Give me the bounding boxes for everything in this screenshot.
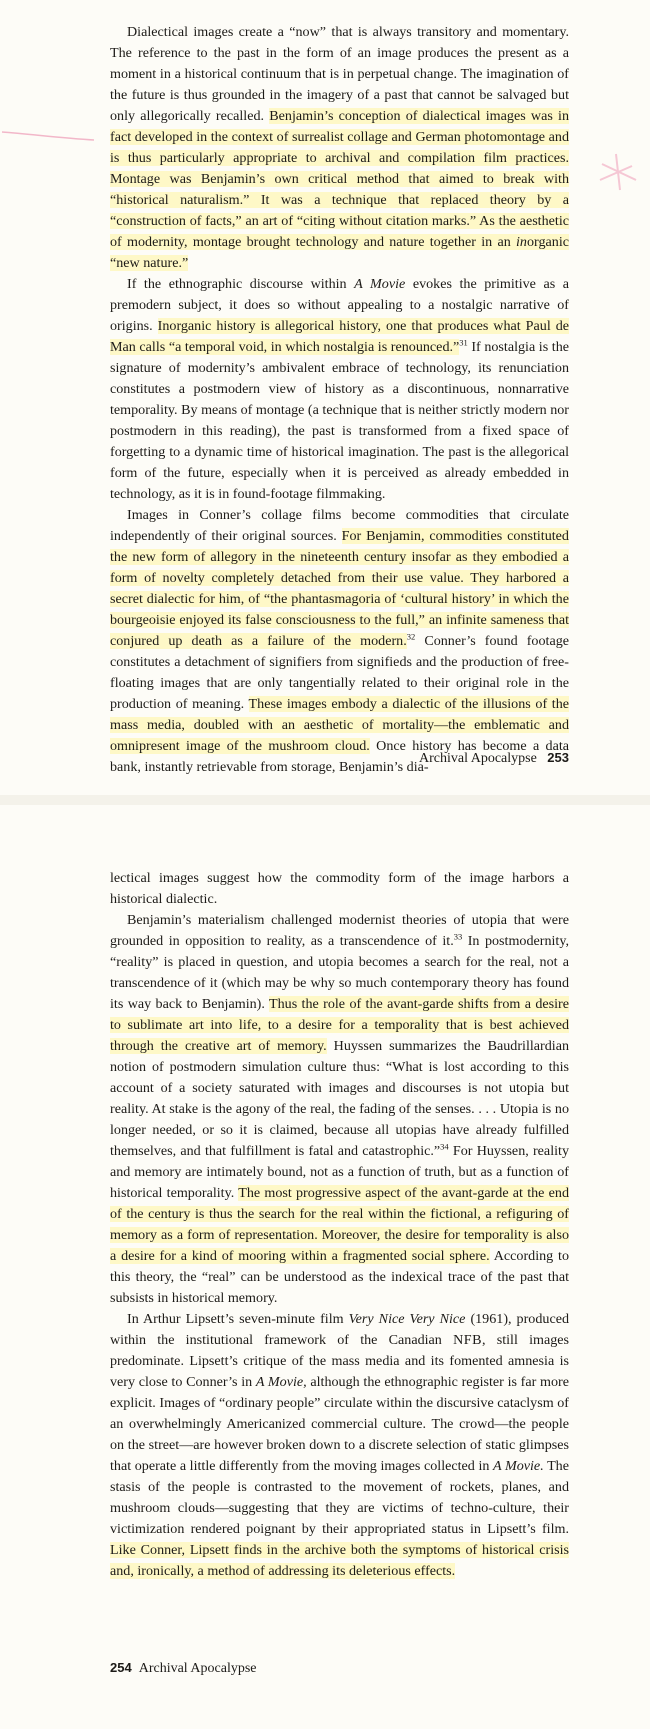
footnote-ref: 32 [406,631,416,642]
running-footer [110,1660,257,1677]
paragraph: lectical images suggest how the commodity form of the image harbors a historical dialectic. [110,870,569,907]
footnote-ref: 31 [459,337,468,348]
page-number: 253 [547,750,569,765]
star-doodle-annotation [592,150,640,198]
footnote-ref: 34 [440,1141,449,1152]
paragraph: Images in Conner’s collage films become commodities that circulate independently of their original sources. For Benjamin, commodities constituted the new form of allegory in the nineteenth century insofar as they embodied a form of novelty completely detached from their use value. They harbored a secret dialectic for him, of “the phantasmagoria of ‘cultural history’ in which the bourgeoisie enjoyed its false consciousness to the full,” an infinite sameness that conjured up death as a failure of the modern.$^{32}$ Conner’s found footage constitutes a detachment of signifiers from signifieds and the production of free-floating images that are only tangentially related to their original role in the production of meaning. These images embody a dialectic of the illusions of the mass media, doubled with an aesthetic of mortality—the emblematic and omnipresent image of the mushroom cloud. Once history has become a data bank, instantly retrievable from storage, Benjamin’s dia- [110,507,570,775]
running-footer [419,750,569,767]
paragraph: Benjamin’s materialism challenged modernist theories of utopia that were grounded in opposition to reality, as a transcendence of it.$^{33}$ In postmodernity, “reality” is placed in question, and utopia becomes a search for the real, not a transcendence of it (which may be why so much contemporary theory has found its way back to Benjamin). Thus the role of the avant-garde shifts from a desire to sublimate art into life, to a desire for a temporality that is best achieved through the creative art of memory. Huyssen summarizes the Baudrillardian notion of postmodern simulation culture thus: “What is lost according to this account of a society saturated with images and discourses is not utopia but reality. At stake is the agony of the real, the fading of the senses. . . . Utopia is no longer needed, or so it is claimed, because all utopias have already fulfilled themselves, and that fulfillment is fatal and catastrophic.”$^{34}$ For Huyssen, reality and memory are intimately bound, not as a function of truth, but as a function of historical temporality. The most progressive aspect of the avant-garde at the end of the century is thus the search for the real within the fictional, a refiguring of memory as a form of representation. Moreover, the desire for temporality is also a desire for a kind of mooring within a fragmented social sphere. According to this theory, the “real” can be understood as the indexical trace of the past that subsists in historical memory. [110,912,570,1306]
footer-title: Archival Apocalypse [138,1661,257,1676]
paragraph: Dialectical images create a “now” that is always transitory and momentary. The reference to the past in the form of an image produces the present as a moment in a historical continuum that is in perpetual change. The imagination of the future is thus grounded in the imagery of a past that cannot be salvaged but only allegorically recalled. Benjamin’s conception of dialectical images was in fact developed in the context of surrealist collage and German photomontage and is thus particularly appropriate to archival and compilation film practices. Montage was Benjamin’s own critical method that aimed to break with “historical naturalism.” It was a technique that replaced theory by a “construction of facts,” an art of “citing without citation marks.” As the aesthetic of modernity, montage brought technology and nature together in an inorganic “new nature.” [110,24,569,271]
highlight: Benjamin’s conception of dialectical images was in fact developed in the context of surrealist collage and German photomontage and is thus particularly appropriate to archival and compilation film practices. Montage was Benjamin’s own critical method that aimed to break with “historical naturalism.” It was a technique that replaced theory by a “construction of facts,” an art of “citing without citation marks.” As the aesthetic of modernity, montage brought technology and nature together in an inorganic “new nature.” [110,108,569,271]
highlight: These images embody a dialectic of the illusions of the mass media, doubled with an aesthetic of mortality—the emblematic and omnipresent image of the mushroom cloud. [110,696,570,754]
footer-title: Archival Apocalypse [419,751,537,766]
paragraph: In Arthur Lipsett’s seven-minute film Very Nice Very Nice (1961), produced within the institutional framework of the Canadian NFB, still images predominate. Lipsett’s critique of the mass media and its fomented amnesia is very close to Conner’s in A Movie, although the ethnographic register is far more explicit. Images of “ordinary people” circulate within the discursive cataclysm of an overwhelmingly Americanized commercial culture. The crowd—the people on the street—are however broken down to a discrete selection of static glimpses that operate a little differently from the moving images collected in A Movie. The stasis of the people is contrasted to the movement of rockets, planes, and mushroom clouds—suggesting that they are victims of techno-culture, their victimization rendered poignant by their appropriated status in Lipsett’s film. Like Conner, Lipsett finds in the archive both the symptoms of historical crisis and, ironically, a method of addressing its deleterious effects. [110,1311,569,1579]
highlight: For Benjamin, commodities constituted the new form of allegory in the nineteenth century insofar as they embodied a form of novelty completely detached from their use value. They harbored a secret dialectic for him, of “the phantasmagoria of ‘cultural history’ in which the bourgeoisie enjoyed its false consciousness to the full,” an infinite sameness that conjured up death as a failure of the modern. [110,528,569,649]
highlight: Inorganic history is allegorical history, one that produces what Paul de Man calls “a temporal void, in which nostalgia is renounced.” [110,318,570,355]
book-page-254 [0,805,650,1729]
paragraph: If the ethnographic discourse within A Movie evokes the primitive as a premodern subject, it does so without appealing to a nostalgic narrative of origins. Inorganic history is allegorical history, one that produces what Paul de Man calls “a temporal void, in which nostalgia is renounced.”$^{31}$ If nostalgia is the signature of modernity’s ambivalent embrace of technology, its renunciation constitutes a postmodern view of history as a discontinuous, nonnarrative temporality. By means of montage (a technique that is neither strictly modern nor postmodern in this reading), the past is transformed from a fixed space of forgetting to a dynamic time of historical imagination. The past is the allegorical form of the future, especially when it is perceived as already embedded in technology, as it is in found-footage filmmaking. [110,276,570,502]
highlight: Like Conner, Lipsett finds in the archive both the symptoms of historical crisis and, ironically, a method of addressing its deleterious effects. [110,1542,569,1579]
footnote-ref: 33 [453,931,463,942]
highlight: The most progressive aspect of the avant-garde at the end of the century is thus the search for the real within the fictional, a refiguring of memory as a form of representation. Moreover, the desire for temporality is also a desire for a kind of mooring within a fragmented social sphere. [110,1185,569,1264]
pen-mark-annotation [0,128,96,142]
highlight: Thus the role of the avant-garde shifts from a desire to sublimate art into life, to a desire for a temporality that is best achieved through the creative art of memory. [110,996,569,1054]
page-number: 254 [110,1660,132,1675]
page-253-body [110,22,569,778]
book-page-253 [0,0,650,805]
page-254-body [110,868,569,1582]
